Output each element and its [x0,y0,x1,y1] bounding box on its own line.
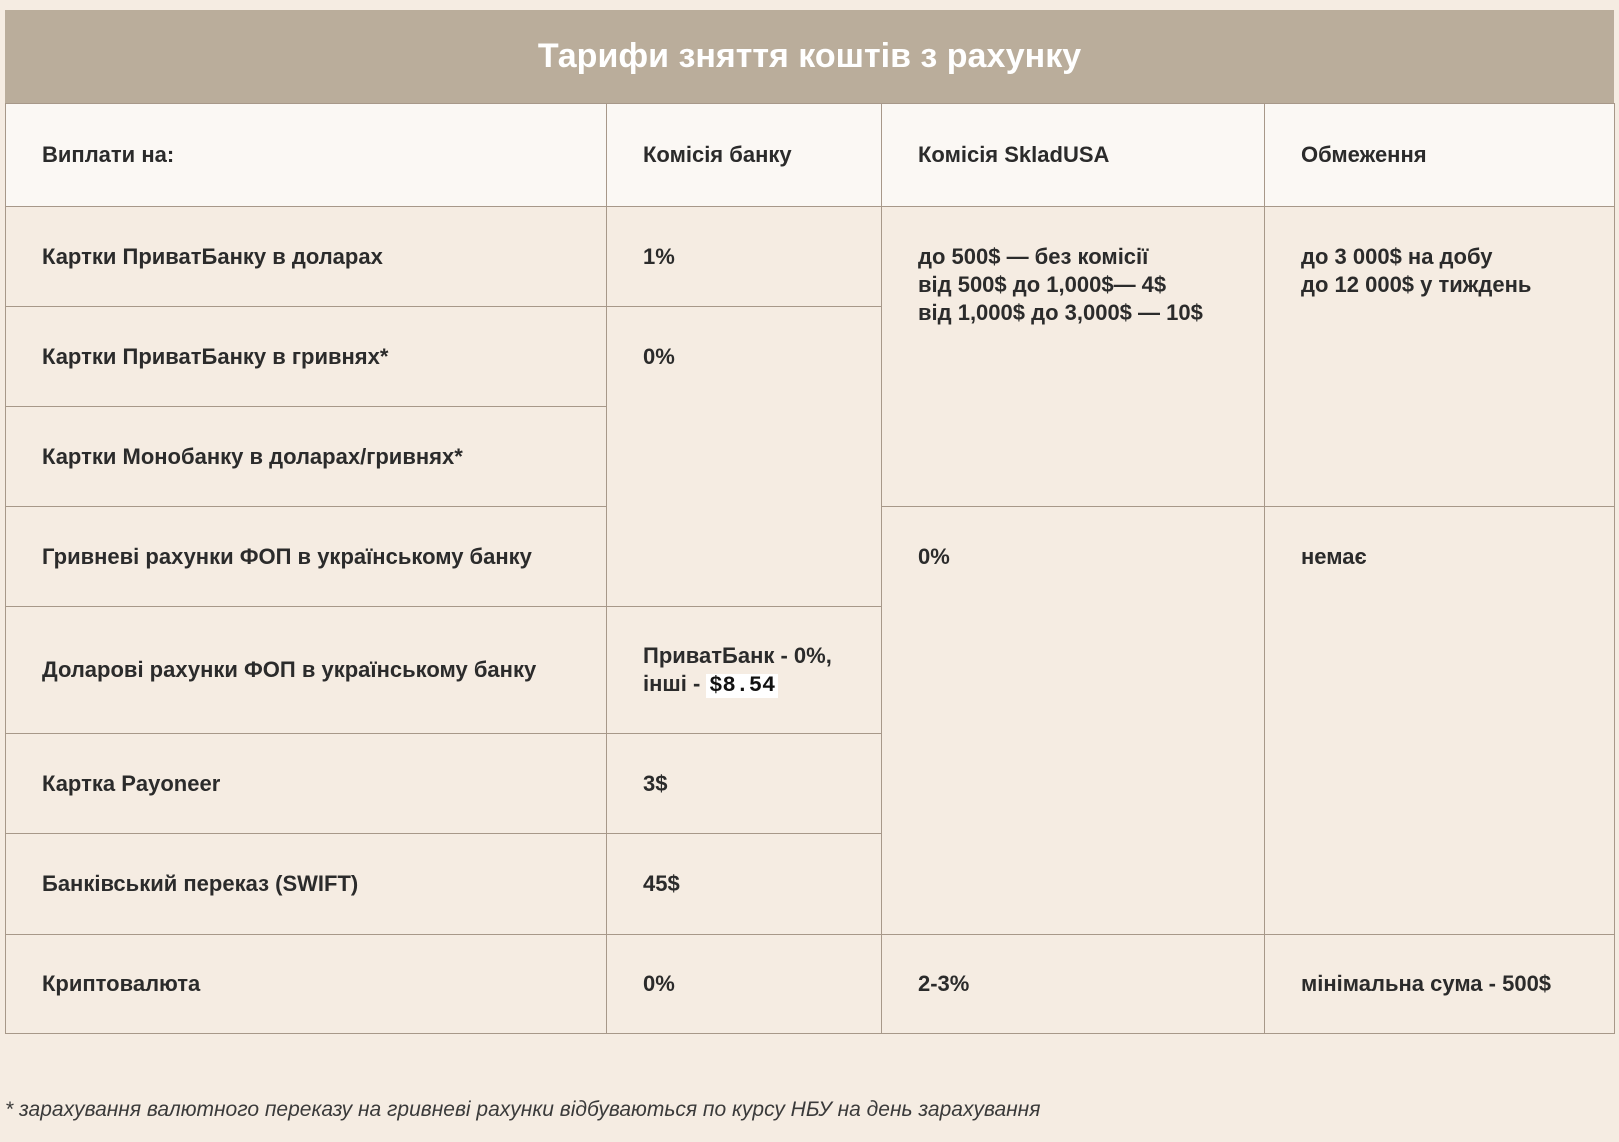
table-row [6,935,1615,1034]
tariffs-table [5,103,1615,1034]
bank-fee-fop-usd [607,607,882,734]
row-label-payoneer: Картка Payoneer [6,734,607,834]
skladusa-fee-cards-line: до 500$ — без комісії [918,244,1149,269]
skladusa-fee-cards-line: від 500$ до 1,000$— 4$ [918,272,1167,297]
header-payout-to: Виплати на: [6,104,607,207]
row-label-privat-uah: Картки ПриватБанку в гривнях* [6,307,607,407]
bank-fee-amount: $8.54 [706,674,778,698]
bank-fee-swift: 45$ [607,834,882,935]
limits-crypto: мінімальна сума - 500$ [1265,935,1615,1034]
header-bank-fee: Комісія банку [607,104,882,207]
bank-fee-fop-usd-line2 [643,670,881,698]
bank-fee-crypto: 0% [607,935,882,1034]
bank-fee-privat-usd: 1% [607,207,882,307]
row-label-swift: Банківський переказ (SWIFT) [6,834,607,935]
header-limits: Обмеження [1265,104,1615,207]
tariffs-banner [5,10,1614,104]
limits-cards-line: до 3 000$ на добу [1301,244,1493,269]
limits-accounts: немає [1265,507,1615,935]
row-label-crypto: Криптовалюта [6,935,607,1034]
page-title: Тарифи зняття коштів з рахунку [537,37,1082,75]
bank-fee-zero-group: 0% [607,307,882,607]
skladusa-fee-cards [882,207,1265,507]
table-row [6,207,1615,307]
table-header-row [6,104,1615,207]
tariffs-panel [5,10,1614,1059]
row-label-fop-usd: Доларові рахунки ФОП в українському банку [6,607,607,734]
row-label-privat-usd: Картки ПриватБанку в доларах [6,207,607,307]
skladusa-fee-crypto: 2-3% [882,935,1265,1034]
header-skladusa-fee: Комісія SkladUSA [882,104,1265,207]
bank-fee-payoneer: 3$ [607,734,882,834]
footnote: * зарахування валютного переказу на гривневі рахунки відбуваються по курсу НБУ на день зарахування [5,1098,1041,1121]
row-label-mono: Картки Монобанку в доларах/гривнях* [6,407,607,507]
bank-fee-fop-usd-others: інші - [643,671,701,696]
skladusa-fee-cards-line: від 1,000$ до 3,000$ — 10$ [918,300,1203,325]
skladusa-fee-accounts: 0% [882,507,1265,935]
row-label-fop-uah: Гривневі рахунки ФОП в українському банку [6,507,607,607]
limits-cards-line: до 12 000$ у тиждень [1301,272,1532,297]
limits-cards [1265,207,1615,507]
bank-fee-fop-usd-line1: ПриватБанк - 0%, [643,643,832,668]
